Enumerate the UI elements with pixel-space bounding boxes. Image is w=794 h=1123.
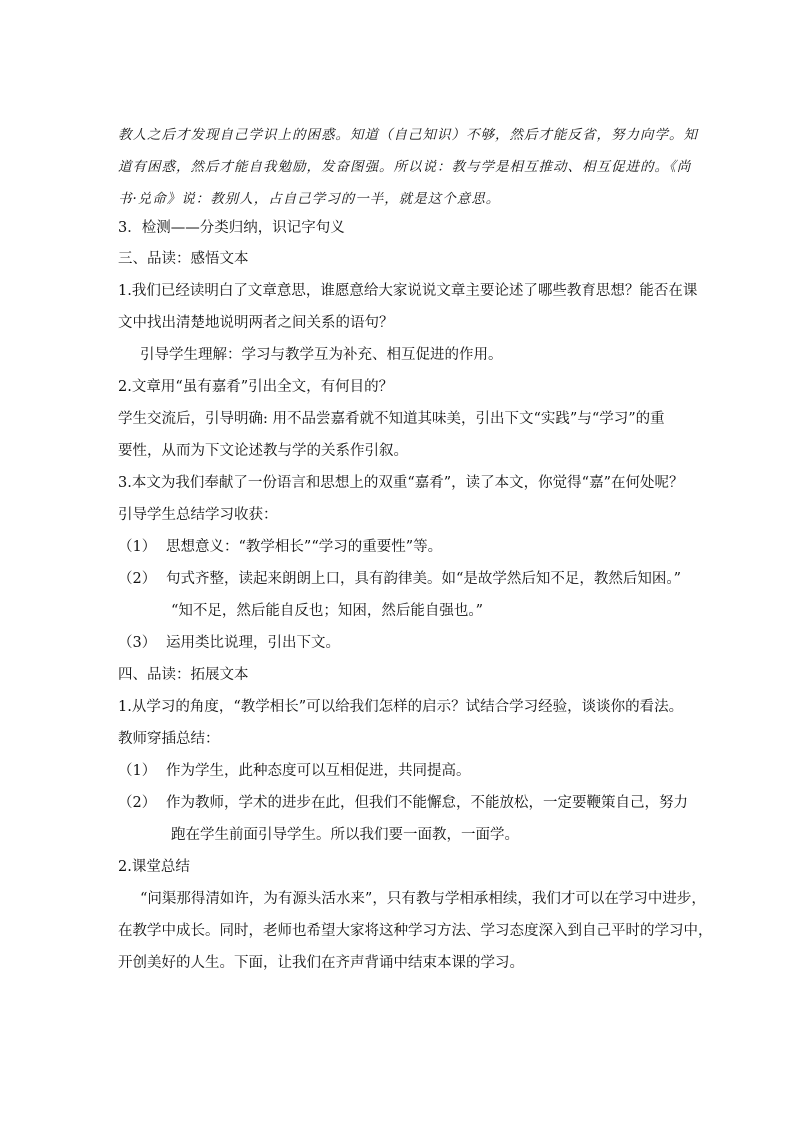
section-heading: 四、品读：拓展文本: [118, 667, 249, 683]
guidance-line: 引导学生总结学习收获：: [118, 507, 278, 523]
answer-line: 要性，从而为下文论述教与学的关系作引叙。: [118, 443, 408, 459]
question-line: 1.我们已经读明白了文章意思，谁愿意给大家说说文章主要论述了哪些教育思想？能否在课: [118, 283, 698, 299]
question-line: 2.文章用“虽有嘉肴”引出全文，有何目的？: [118, 379, 394, 395]
step-heading: 3．检测——分类归纳，识记字句义: [118, 220, 345, 236]
paragraph-line: 书·兑命》说：教别人，占自己学习的一半，就是这个意思。: [118, 191, 501, 207]
list-item-text: 作为教师，学术的进步在此，但我们不能懈怠，不能放松，一定要鞭策自己，努力: [166, 795, 688, 811]
subsection-heading: 2.课堂总结: [118, 859, 190, 875]
paragraph-line: 开创美好的人生。下面，让我们在齐声背诵中结束本课的学习。: [118, 955, 524, 971]
paragraph-line: “问渠那得清如许，为有源头活水来”，只有教与学相承相续，我们才可以在学习中进步，: [140, 891, 706, 907]
list-item: [118, 569, 681, 589]
list-item-continuation: “知不足，然后能自反也；知困，然后能自强也。”: [171, 603, 484, 619]
question-line: 文中找出清楚地说明两者之间关系的语句？: [118, 315, 394, 331]
list-item: [118, 633, 340, 653]
list-marker: （1）: [118, 539, 157, 555]
list-marker: （2）: [118, 795, 157, 811]
answer-line: 学生交流后，引导明确: 用不品尝嘉肴就不知道其味美，引出下文“实践”与“学习”的重: [118, 411, 665, 427]
list-item-text: 句式齐整，读起来朗朗上口，具有韵律美。如“是故学然后知不足，教然后知困。”: [166, 571, 682, 587]
question-line: 3.本文为我们奉献了一份语言和思想上的双重“嘉肴”，读了本文，你觉得“嘉”在何处呢？: [118, 475, 684, 491]
list-marker: （1）: [118, 763, 157, 779]
section-heading: 三、品读：感悟文本: [118, 251, 249, 267]
paragraph-line: 在教学中成长。同时，老师也希望大家将这种学习方法、学习态度深入到自己平时的学习中，: [118, 923, 713, 939]
list-item: [118, 761, 471, 781]
list-item: [118, 537, 442, 557]
question-line: 1.从学习的角度，“教学相长”可以给我们怎样的启示？试结合学习经验，谈谈你的看法。: [118, 699, 684, 715]
guidance-line: 教师穿插总结：: [118, 731, 220, 747]
list-item-text: 运用类比说理，引出下文。: [166, 635, 340, 651]
list-marker: （2）: [118, 571, 157, 587]
guidance-line: 引导学生理解：学习与教学互为补充、相互促进的作用。: [140, 347, 503, 363]
list-marker: （3）: [118, 635, 157, 651]
list-item-continuation: 跑在学生前面引导学生。所以我们要一面教，一面学。: [171, 827, 519, 843]
paragraph-line: 道有困惑，然后才能自我勉励，发奋图强。所以说：教与学是相互推动、相互促进的。《尚: [118, 159, 692, 175]
paragraph-line: 教人之后才发现自己学识上的困惑。知道（自己知识）不够，然后才能反省，努力向学。知: [118, 127, 698, 143]
list-item-text: 思想意义：“教学相长”“学习的重要性”等。: [166, 539, 443, 555]
list-item: [118, 793, 688, 813]
list-item-text: 作为学生，此种态度可以互相促进，共同提高。: [166, 763, 471, 779]
